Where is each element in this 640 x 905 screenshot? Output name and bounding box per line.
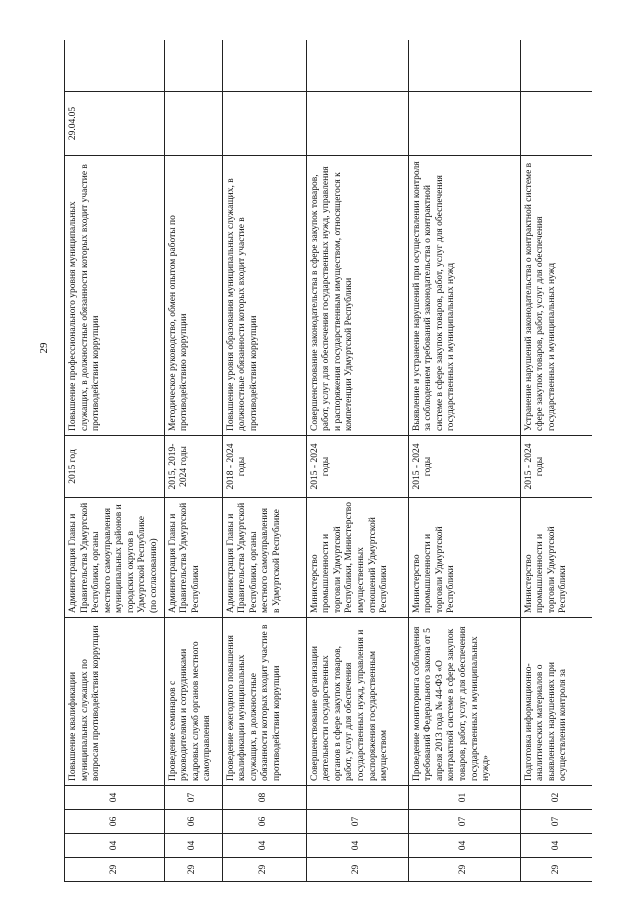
code-cell: 04	[520, 834, 592, 858]
code-cell: 02	[520, 786, 592, 810]
period-cell: 2015, 2019-2024 годы	[164, 436, 222, 498]
code-cell: 29	[164, 858, 222, 882]
activity-cell: Совершенствование организации деятельности государственных органов в сфере закупок товаров, работ, услуг для обеспечения государственных нужд, управления и распоряжения государственным имуществом	[306, 618, 408, 786]
code-cell: 07	[164, 786, 222, 810]
extra-cell	[408, 40, 520, 92]
result-cell: Совершенствование законодательства в сфере закупок товаров, работ, услуг для обеспечения государственных нужд, управления и распоряжения государственным имуществом, относящегося к компетенции Удмуртской Республики	[306, 156, 408, 436]
executor-cell: Администрация Главы и Правительства Удмуртской Республики, органы местного самоуправления в Удмуртской Республике	[222, 498, 306, 618]
period-cell: 2015 год	[65, 436, 165, 498]
activity-cell: Проведение ежегодного повышения квалификации муниципальных служащих, в должностные обязанности которых входит участие в противодействии коррупции	[222, 618, 306, 786]
executor-cell: Министерство промышленности и торговли Удмуртской Республики, Министерство имущественных отношений Удмуртской Республики	[306, 498, 408, 618]
executor-cell: Администрация Главы и Правительства Удмуртской Республики, органы местного самоуправления муниципальных районов и городских округов в Удмуртской Республике (по согласованию)	[65, 498, 165, 618]
code-cell	[306, 786, 408, 810]
code-cell: 29	[222, 858, 306, 882]
code-cell: 04	[164, 834, 222, 858]
rotated-table-frame	[64, 40, 592, 882]
code-cell: 04	[306, 834, 408, 858]
extra-cell	[520, 40, 592, 92]
table-row	[408, 40, 520, 882]
code-cell: 04	[222, 834, 306, 858]
date-cell	[306, 92, 408, 156]
code-cell: 29	[65, 858, 165, 882]
code-cell: 08	[222, 786, 306, 810]
period-cell: 2015 - 2024 годы	[306, 436, 408, 498]
code-cell: 29	[306, 858, 408, 882]
date-cell	[520, 92, 592, 156]
extra-cell	[65, 40, 165, 92]
code-cell: 01	[408, 786, 520, 810]
activity-cell: Проведение мониторинга соблюдения требований Федерального закона от 5 апреля 2013 года № 44-ФЗ «О контрактной системе в сфере закупок товаров, работ, услуг для обеспечения государственных и муниципальных нужд»	[408, 618, 520, 786]
date-cell	[408, 92, 520, 156]
result-cell: Методическое руководство, обмен опытом работы по противодействию коррупции	[164, 156, 222, 436]
result-cell: Устранение нарушений законодательства о контрактной системе в сфере закупок товаров, работ, услуг для обеспечения государственных и муниципальных нужд	[520, 156, 592, 436]
code-cell: 06	[65, 810, 165, 834]
extra-cell	[222, 40, 306, 92]
date-cell	[222, 92, 306, 156]
code-cell: 06	[222, 810, 306, 834]
code-cell: 04	[408, 834, 520, 858]
executor-cell: Министерство промышленности и торговли Удмуртской Республики	[408, 498, 520, 618]
activity-cell: Подготовка информационно-аналитических материалов о выявленных нарушениях при осуществлении контроля за	[520, 618, 592, 786]
code-cell: 04	[65, 834, 165, 858]
table-row	[164, 40, 222, 882]
executor-cell: Министерство промышленности и торговли Удмуртской Республики	[520, 498, 592, 618]
code-cell: 07	[520, 810, 592, 834]
table-row	[222, 40, 306, 882]
result-cell: Повышение уровня образования муниципальных служащих, в должностные обязанности которых входит участие в противодействии коррупции	[222, 156, 306, 436]
table-row	[65, 40, 165, 882]
code-cell: 29	[408, 858, 520, 882]
code-cell: 04	[65, 786, 165, 810]
extra-cell	[306, 40, 408, 92]
period-cell: 2015 - 2024 годы	[408, 436, 520, 498]
code-cell: 06	[164, 810, 222, 834]
period-cell: 2018 - 2024 годы	[222, 436, 306, 498]
period-cell: 2015 - 2024 годы	[520, 436, 592, 498]
table-row	[306, 40, 408, 882]
date-cell	[164, 92, 222, 156]
result-cell: Повышение профессионального уровня муниципальных служащих, в должностные обязанности которых входит участие в противодействии коррупции	[65, 156, 165, 436]
executor-cell: Администрация Главы и Правительства Удмуртской Республики	[164, 498, 222, 618]
extra-cell	[164, 40, 222, 92]
code-cell: 29	[520, 858, 592, 882]
result-cell: Выявление и устранение нарушений при осуществлении контроля за соблюдением требований законодательства о контрактной системе в сфере закупок товаров, работ, услуг для обеспечения государственных и муниципальных нужд	[408, 156, 520, 436]
activity-cell: Проведение семинаров с руководителями и сотрудниками кадровых служб органов местного самоуправления	[164, 618, 222, 786]
program-table	[64, 40, 592, 882]
code-cell: 07	[306, 810, 408, 834]
date-cell: 29.04.05	[65, 92, 165, 156]
code-cell: 07	[408, 810, 520, 834]
activity-cell: Повышение квалификации муниципальных служащих по вопросам противодействия коррупции	[65, 618, 165, 786]
page-number: 29	[38, 342, 50, 354]
table-row	[520, 40, 592, 882]
